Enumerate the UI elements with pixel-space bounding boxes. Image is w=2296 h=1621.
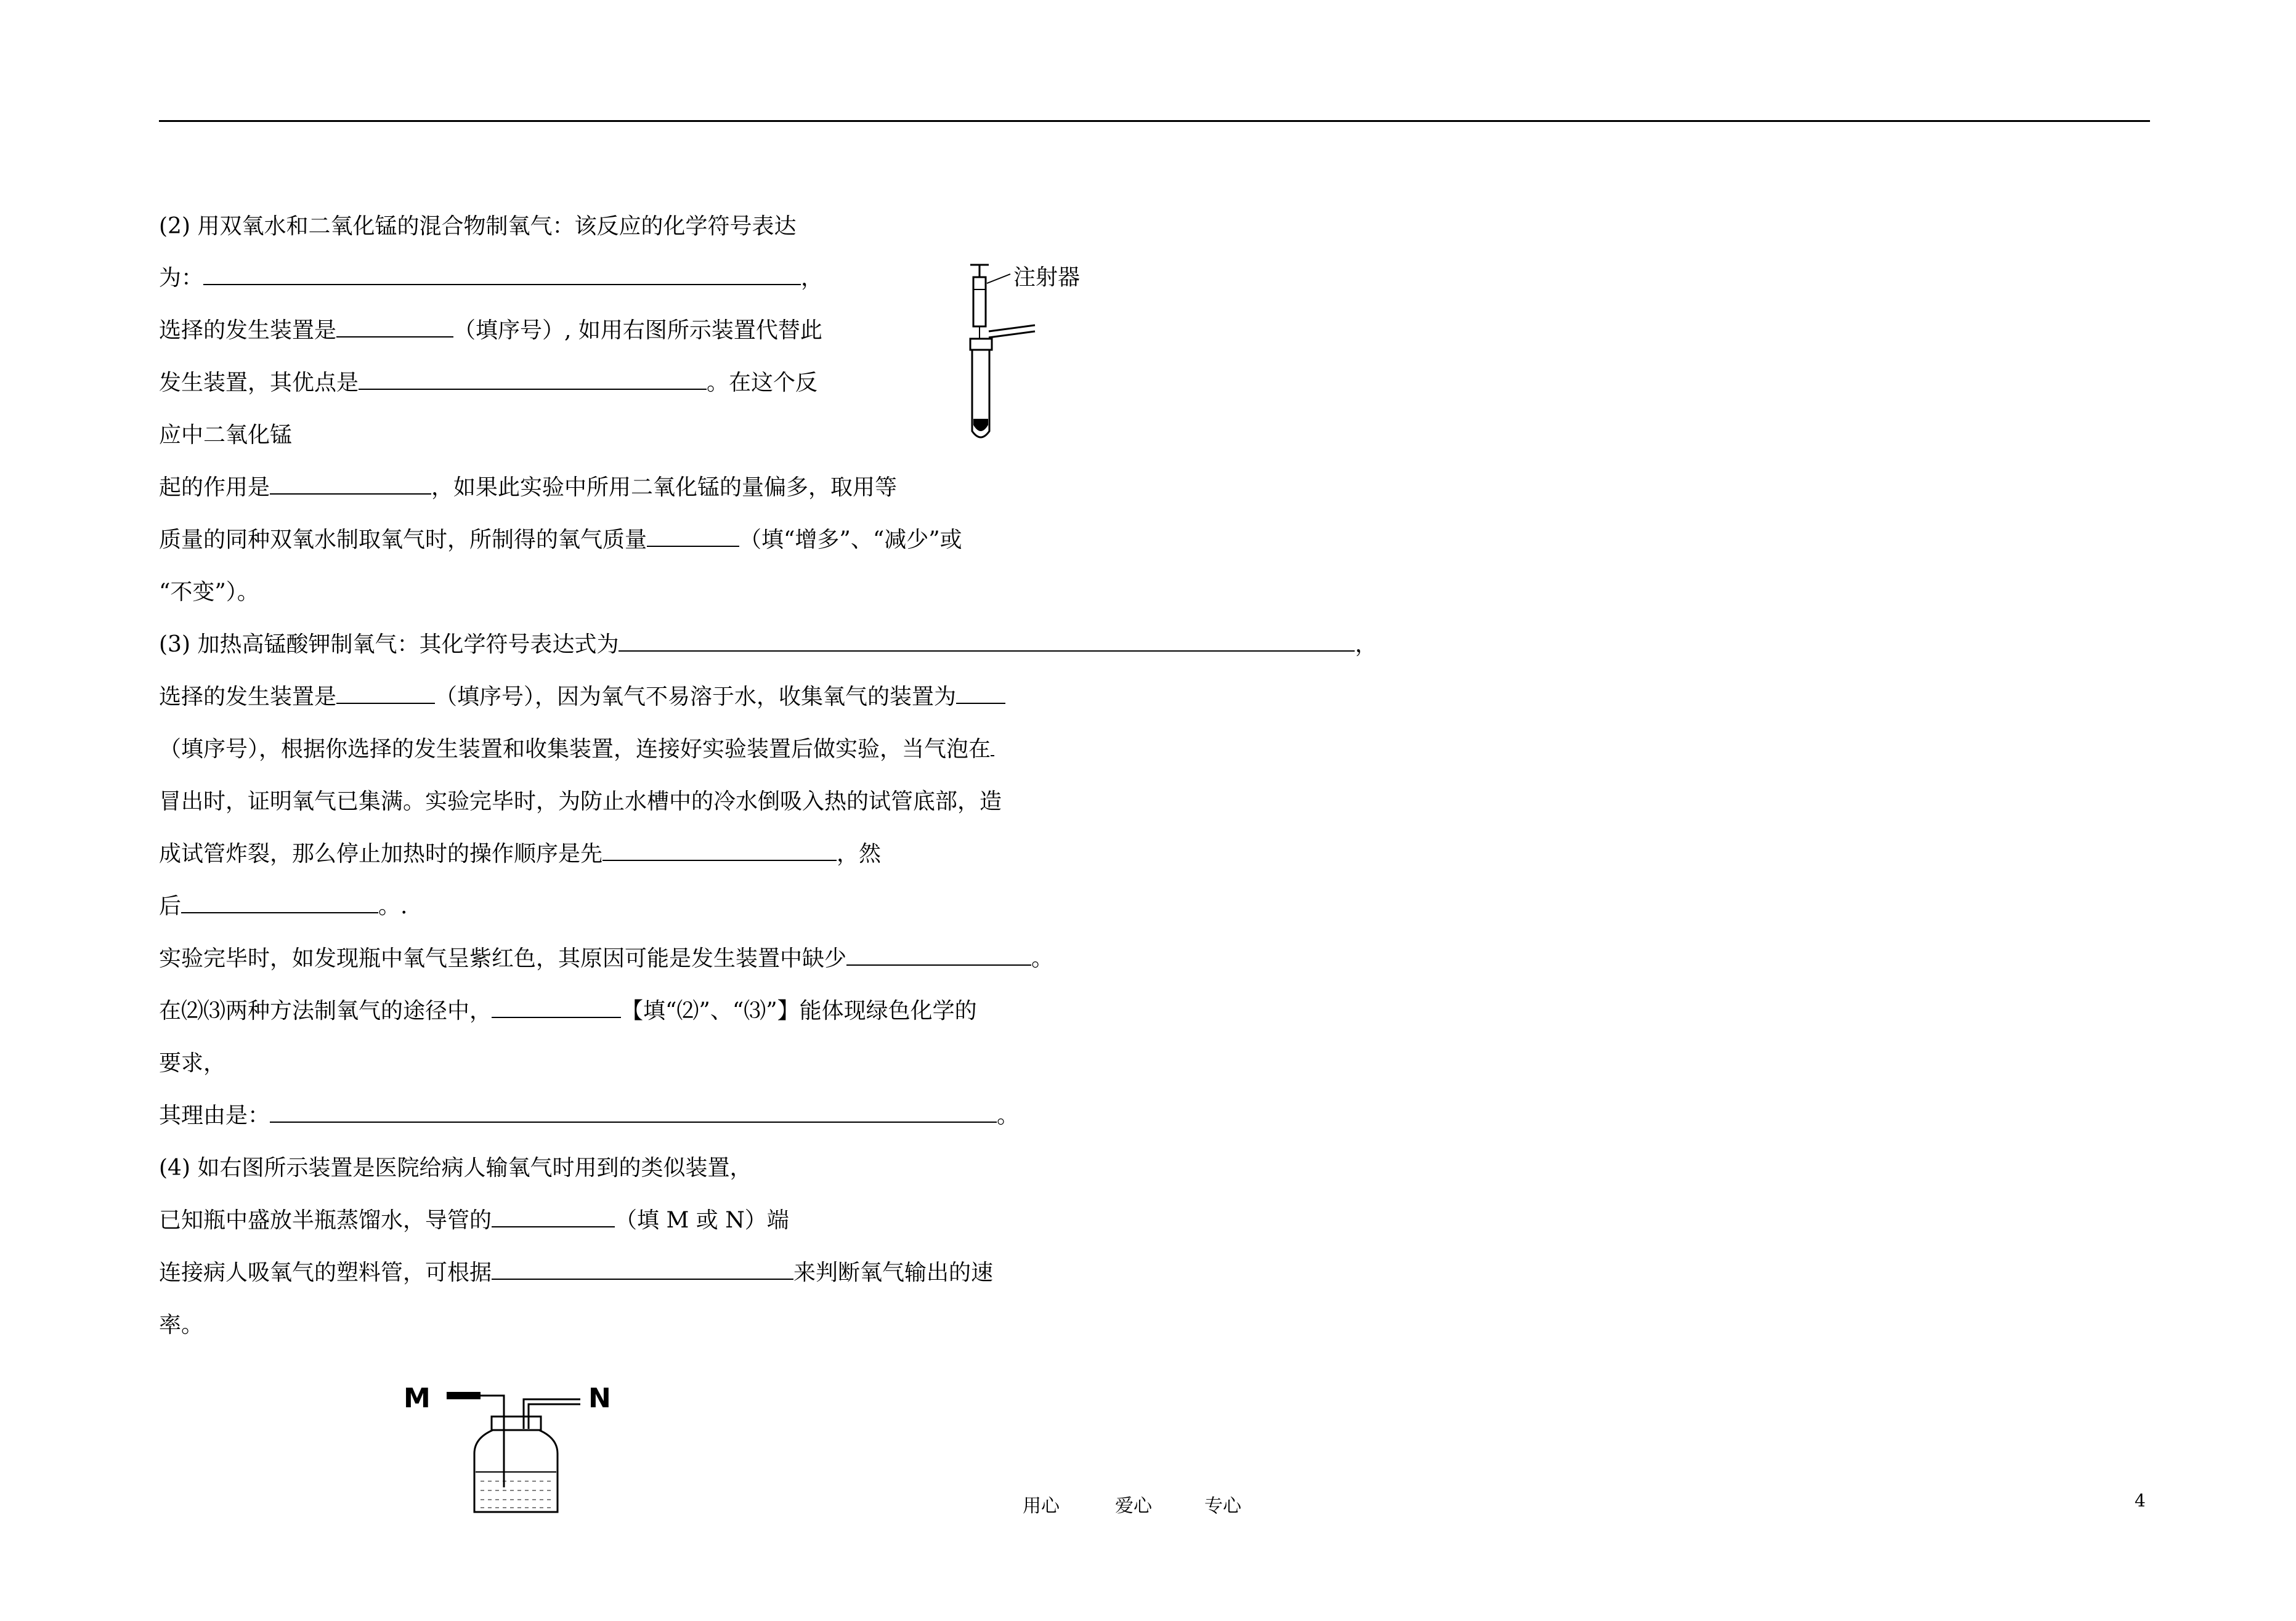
q3-line-7: 实验完毕时，如发现瓶中氧气呈紫红色，其原因可能是发生装置中缺少 。	[159, 946, 1054, 971]
q2-line-6: 起的作用是 ，如果此实验中所用二氧化锰的量偏多，取用等	[159, 475, 898, 500]
bottle-label-right: N	[588, 1383, 611, 1414]
q4-line-4: 率。	[159, 1312, 204, 1338]
q4-line-1: (4) 如右图所示装置是医院给病人输氧气时用到的类似装置，	[159, 1155, 752, 1181]
q2-line-4: 发生装置，其优点是 。在这个反	[159, 370, 818, 395]
q3-line-6: 后 。.	[159, 894, 408, 919]
answer-blank-missing-item[interactable]	[846, 946, 1031, 966]
answer-blank-first-step[interactable]	[602, 841, 837, 861]
q3-line-8: 在⑵⑶两种方法制氧气的途径中， 【填“⑵”、“⑶”】能体现绿色化学的	[159, 998, 977, 1024]
q3-line-10: 其理由是： 。	[159, 1103, 1020, 1128]
q3-line-4: 冒出时，证明氧气已集满。实验完毕时，为防止水槽中的冷水倒吸入热的试管底部，造	[159, 789, 1002, 814]
answer-blank-tube-end[interactable]	[492, 1208, 615, 1227]
q3-line-3: （填序号），根据你选择的发生装置和收集装置，连接好实验装置后做实验，当气泡在	[159, 736, 994, 763]
q3-line-2: 选择的发生装置是 （填序号），因为氧气不易溶于水，收集氧气的装置为	[159, 684, 1005, 711]
q2-line-7: 质量的同种双氧水制取氧气时，所制得的氧气质量 （填“增多”、“减少”或	[159, 527, 962, 552]
q2-line-1: (2) 用双氧水和二氧化锰的混合物制氧气：该反应的化学符号表达	[159, 214, 797, 239]
footer-item-yongxin: 用心	[1023, 1495, 1060, 1517]
answer-blank-oxygen-mass[interactable]	[647, 527, 739, 547]
answer-blank-equation-h2o2[interactable]	[203, 265, 801, 285]
answer-blank-judge-by[interactable]	[492, 1260, 793, 1280]
bottle-label-left: M	[404, 1383, 431, 1414]
answer-blank-collect-device[interactable]	[956, 684, 1005, 704]
q2-line-2: 为： ，	[159, 265, 824, 291]
answer-blank-green-method[interactable]	[492, 998, 621, 1018]
q4-line-2: 已知瓶中盛放半瓶蒸馏水，导管的 （填 M 或 N）端	[159, 1208, 789, 1233]
answer-blank-equation-kmno4[interactable]	[619, 632, 1355, 652]
q2-line-8: “不变”）。	[159, 580, 259, 605]
q2-line-3: 选择的发生装置是 （填序号）, 如用右图所示装置代替此	[159, 318, 822, 343]
answer-blank-reason[interactable]	[270, 1103, 997, 1123]
answer-blank-device-h2o2[interactable]	[336, 318, 453, 338]
gas-bottle-figure	[400, 1380, 622, 1521]
answer-blank-mno2-role[interactable]	[270, 475, 431, 495]
answer-blank-bubble-location[interactable]	[991, 737, 994, 756]
footer-item-aixin: 爱心	[1115, 1495, 1152, 1517]
q3-line-9: 要求，	[159, 1051, 226, 1076]
gas-bottle-drawing	[400, 1380, 622, 1521]
syringe-label: 注射器	[1013, 265, 1081, 290]
q2-line-5: 应中二氧化锰	[159, 422, 293, 448]
footer-item-zhuanxin: 专心	[1204, 1495, 1241, 1517]
q3-line-1: (3) 加热高锰酸钾制氧气：其化学符号表达式为 ，	[159, 632, 1377, 657]
page-number: 4	[2135, 1490, 2146, 1511]
q4-line-3: 连接病人吸氧气的塑料管，可根据 来判断氧气输出的速	[159, 1260, 994, 1285]
answer-blank-then-step[interactable]	[181, 894, 378, 913]
syringe-tube-figure	[961, 253, 1109, 450]
answer-blank-advantage[interactable]	[359, 370, 707, 390]
answer-blank-device-kmno4[interactable]	[336, 684, 435, 704]
q3-line-5: 成试管炸裂，那么停止加热时的操作顺序是先 ，然	[159, 841, 882, 867]
header-rule	[159, 120, 2150, 122]
